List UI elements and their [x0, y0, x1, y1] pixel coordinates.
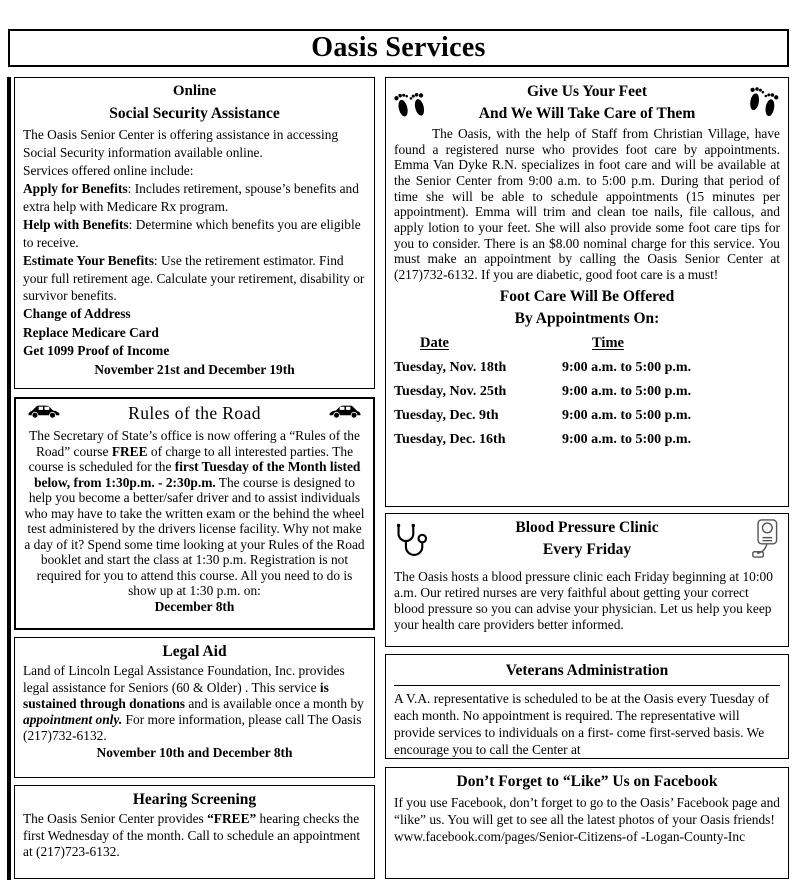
car-icon: [328, 404, 362, 424]
rules-text-3: The course is designed to help you become a better/safer driver and to assist individuals who may have to take the written exam or the behind the wheel test administered by the drivers license facility. Why not make a day of it? Spend some time looking at your Rules of the Road booklet and start the class at 1:30 p.m. Registration is not required for you to attend this course. All you need to do is show up at 1:30 p.m. on:: [24, 474, 365, 599]
foot-care-appointments-line: By Appointments On:: [514, 310, 660, 328]
schedule-time-header-cell: [562, 335, 780, 352]
schedule-date: Tuesday, Dec. 16th: [394, 431, 506, 447]
ss-apply-benefits: [23, 180, 366, 215]
blood-pressure-monitor-icon: [751, 518, 781, 559]
ss-estimate-benefits-label: Estimate Your Benefits: [23, 253, 154, 269]
section-legal-aid: [14, 637, 375, 778]
section-blood-pressure: [385, 513, 789, 647]
hearing-text-1: The Oasis Senior Center provides: [23, 811, 208, 827]
rules-schedule-bold: first Tuesday of the Month listed below, from 1:30p.m. - 2:30p.m.: [34, 459, 361, 490]
ss-estimate-benefits-text: : Use the retirement estimator. Find your full retirement age. Calculate your retirement, disability or survivor benefits.: [23, 253, 365, 304]
hearing-free-bold: “FREE”: [207, 811, 257, 827]
ss-apply-benefits-text: : Includes retirement, spouse’s benefits and extra help with Medicare Rx program.: [23, 181, 359, 214]
section-facebook: [385, 767, 789, 879]
hearing-screening-title: Hearing Screening: [132, 791, 257, 808]
left-edge-rule: [7, 77, 11, 880]
bp-paragraph: The Oasis hosts a blood pressure clinic each Friday beginning at 10:00 a.m. Our retired nurses are very faithful about getting your correct blood pressure so you can advise your physician. Let us help you keep your health care providers better informed.: [394, 568, 773, 633]
section-foot-care: [385, 77, 789, 507]
footprints-icon: [744, 80, 782, 119]
ss-dates: November 21st and December 19th: [94, 361, 295, 377]
schedule-time: 9:00 a.m. to 5:00 p.m.: [562, 407, 692, 423]
legal-donations-bold: is sustained through donations: [23, 679, 329, 711]
schedule-time: 9:00 a.m. to 5:00 p.m.: [562, 383, 692, 399]
schedule-row: [394, 432, 780, 448]
ss-change-of-address: Change of Address: [23, 306, 131, 322]
legal-aid-title: Legal Aid: [162, 643, 227, 660]
ss-help-benefits: [23, 216, 366, 251]
ss-help-benefits-label: Help with Benefits: [23, 217, 129, 233]
car-icon: [27, 404, 61, 424]
schedule-date: Tuesday, Nov. 18th: [394, 359, 507, 375]
section-social-security: [14, 77, 375, 389]
schedule-date-header: Date: [420, 334, 449, 351]
va-title: Veterans Administration: [394, 660, 780, 686]
left-column: [14, 77, 375, 879]
rules-date: December 8th: [154, 599, 235, 615]
hearing-text-2: hearing checks the first Wednesday of the month. Call to schedule an appointment at (217)723-6132.: [23, 811, 361, 860]
section-hearing-screening: [14, 785, 375, 879]
rules-title: Rules of the Road: [128, 403, 261, 423]
ss-replace-medicare-card: Replace Medicare Card: [23, 324, 159, 340]
legal-text-3: For more information, please call The Oasis (217)732-6132.: [23, 712, 362, 744]
foot-care-title-line2: And We Will Take Care of Them: [478, 105, 696, 123]
legal-appointment-bold: appointment only.: [23, 712, 123, 728]
schedule-time: 9:00 a.m. to 5:00 p.m.: [562, 359, 692, 375]
foot-care-paragraph: The Oasis, with the help of Staff from Christian Village, have found a registered nurse who provides foot care by appointments. Emma Van Dyke R.N. specializes in foot care and will be available at the Senior Center from 9:00 a.m. to 5:00 p.m. During that period of time she will be able to schedule appointments (15 minutes per appointment). Emma will trim and clean toe nails, file callous, and apply lotion to your feet. She will also provide some foot care tips for you to consider. There is an $8.00 nominal charge for this service. You must make an appointment by calling the Oasis Senior Center at (217)732-6132. If you are diabetic, good foot care is a must!: [394, 125, 780, 282]
schedule-date-header-cell: [394, 335, 562, 352]
stethoscope-icon: [392, 522, 428, 560]
foot-care-title-line1: Give Us Your Feet: [526, 83, 648, 100]
facebook-title: Don’t Forget to “Like” Us on Facebook: [456, 773, 718, 790]
schedule-row: [394, 408, 780, 424]
va-paragraph: A V.A. representative is scheduled to be at the Oasis every Tuesday of each month. No appointment is required. The representative will provide services to individuals on a first- come first-served basis. We encourage you to call the Center at: [394, 691, 770, 758]
rules-heading-row: [27, 403, 362, 424]
schedule-date: Tuesday, Nov. 25th: [394, 383, 507, 399]
ss-get-1099: Get 1099 Proof of Income: [23, 343, 170, 359]
rules-text-2: of charge to all interested parties. The course is scheduled for the: [28, 443, 354, 475]
foot-care-offered-line: Foot Care Will Be Offered: [499, 287, 675, 305]
ss-help-benefits-text: : Determine which benefits you are eligible to receive.: [23, 217, 361, 250]
schedule-row: [394, 360, 780, 376]
bp-title: Blood Pressure Clinic: [515, 519, 659, 536]
legal-aid-paragraph: [23, 663, 366, 744]
legal-text-2: and is available once a month by: [185, 695, 364, 711]
social-security-services-line: Services offered online include:: [23, 163, 194, 179]
legal-text-1: Land of Lincoln Legal Assistance Foundation, Inc. provides legal assistance for Seniors (60 & Older) . This service: [23, 663, 345, 695]
schedule-time: 9:00 a.m. to 5:00 p.m.: [562, 431, 692, 447]
section-veterans-administration: [385, 654, 789, 759]
rules-paragraph: [24, 428, 365, 599]
page-title: Oasis Services: [311, 32, 486, 63]
bp-subtitle: Every Friday: [542, 541, 632, 559]
ss-estimate-benefits: [23, 252, 366, 304]
right-column: [385, 77, 789, 879]
social-security-intro: The Oasis Senior Center is offering assistance in accessing Social Security information available online.: [23, 127, 339, 160]
section-rules-of-the-road: [14, 397, 375, 630]
rules-text-1: The Secretary of State’s office is now offering a “Rules of the Road” course: [29, 428, 360, 459]
schedule-header: [394, 335, 780, 352]
rules-free-bold: FREE: [111, 443, 148, 459]
page-header: [8, 29, 789, 67]
schedule-date: Tuesday, Dec. 9th: [394, 407, 499, 423]
social-security-heading: Social Security Assistance: [109, 104, 280, 122]
legal-aid-dates: November 10th and December 8th: [96, 744, 293, 760]
hearing-paragraph: [23, 811, 366, 860]
facebook-paragraph: If you use Facebook, don’t forget to go to the Oasis’ Facebook page and “like” us. You will get to see all the latest photos of your Oasis friends! www.facebook.com/pages/Senior-Citizens-of -Logan-County-Inc: [394, 795, 781, 845]
ss-apply-benefits-label: Apply for Benefits: [23, 181, 128, 197]
schedule-time-header: Time: [592, 334, 624, 351]
social-security-heading-online: Online: [172, 83, 217, 99]
schedule-row: [394, 384, 780, 400]
